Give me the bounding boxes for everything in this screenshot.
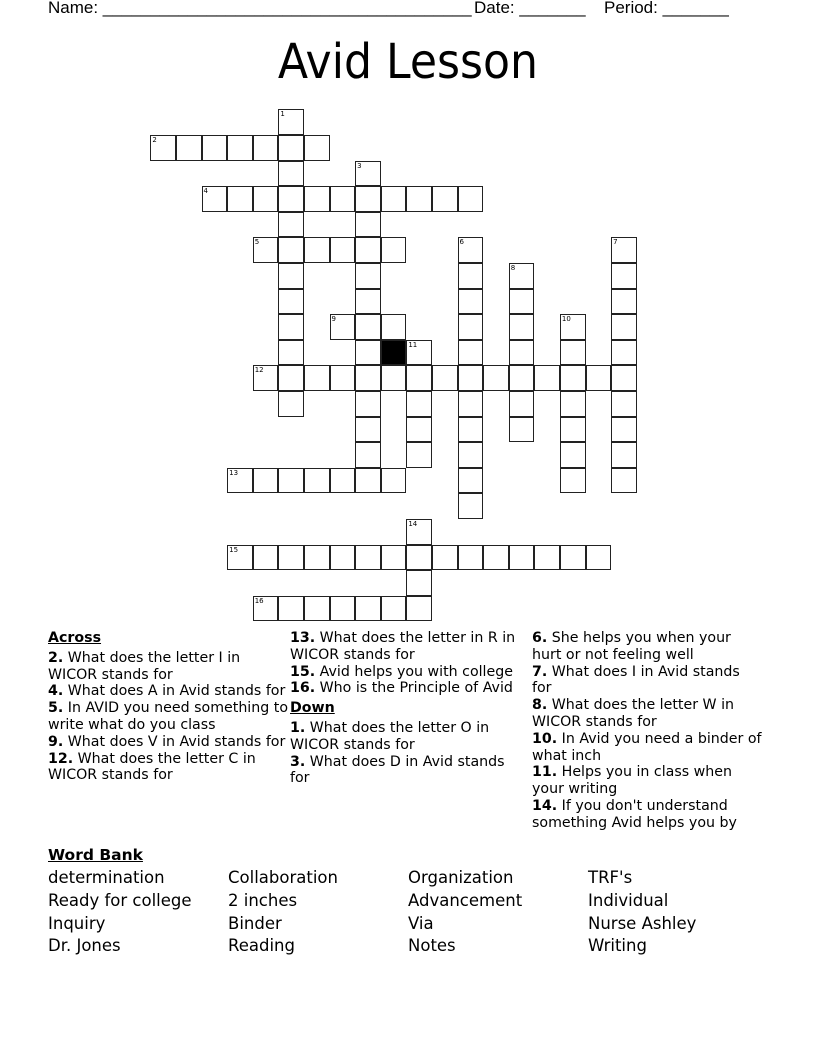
crossword-cell[interactable] <box>330 314 356 340</box>
crossword-cell[interactable] <box>202 135 228 161</box>
crossword-cell[interactable] <box>406 417 432 443</box>
clue-across-16: 16. Who is the Principle of Avid <box>290 680 513 697</box>
crossword-cell[interactable] <box>534 365 560 391</box>
crossword-cell[interactable] <box>278 109 304 135</box>
crossword-cell[interactable] <box>458 263 484 289</box>
crossword-cell[interactable] <box>509 365 535 391</box>
crossword-cell[interactable] <box>355 314 381 340</box>
clue-down-1: 1. What does the letter O in WICOR stands for <box>290 719 490 753</box>
crossword-cell[interactable] <box>611 468 637 494</box>
crossword-cell[interactable] <box>355 391 381 417</box>
crossword-cell[interactable] <box>458 186 484 212</box>
crossword-cell[interactable] <box>458 417 484 443</box>
clue-across-15: 15. Avid helps you with college <box>290 663 513 680</box>
crossword-cell[interactable] <box>611 314 637 340</box>
word-bank-item: Advancement <box>408 891 523 910</box>
crossword-cell[interactable] <box>355 596 381 622</box>
crossword-cell[interactable] <box>611 340 637 366</box>
crossword-cell[interactable] <box>381 365 407 391</box>
crossword-cell[interactable] <box>355 545 381 571</box>
clue-down-8: 8. What does the letter W in WICOR stands for <box>532 697 735 730</box>
crossword-cell[interactable] <box>509 545 535 571</box>
crossword-cell[interactable] <box>227 468 253 494</box>
word-bank-item: Organization <box>408 868 514 887</box>
crossword-cell[interactable] <box>355 289 381 315</box>
clue-across-4: 4. What does A in Avid stands for <box>48 683 286 700</box>
word-bank-item: TRF's <box>588 868 633 887</box>
crossword-cell[interactable] <box>560 468 586 494</box>
crossword-cell[interactable] <box>381 237 407 263</box>
period-field-label: Period: _______ <box>604 0 729 17</box>
crossword-cell[interactable] <box>586 365 612 391</box>
crossword-cell[interactable] <box>406 596 432 622</box>
crossword-cell[interactable] <box>278 545 304 571</box>
clue-number: 6 <box>459 238 464 247</box>
crossword-cell[interactable] <box>330 365 356 391</box>
crossword-cell[interactable] <box>560 442 586 468</box>
crossword-cell[interactable] <box>560 340 586 366</box>
clues-column-3 <box>532 630 762 832</box>
crossword-cell[interactable] <box>458 391 484 417</box>
crossword-cell[interactable] <box>458 289 484 315</box>
crossword-cell[interactable] <box>406 340 432 366</box>
crossword-cell[interactable] <box>253 365 279 391</box>
black-cell <box>381 340 407 366</box>
word-bank-item: Reading <box>228 936 295 955</box>
crossword-cell[interactable] <box>253 596 279 622</box>
crossword-cell[interactable] <box>406 391 432 417</box>
crossword-cell[interactable] <box>253 468 279 494</box>
crossword-cell[interactable] <box>560 314 586 340</box>
crossword-cell[interactable] <box>202 186 228 212</box>
crossword-cell[interactable] <box>458 314 484 340</box>
crossword-cell[interactable] <box>278 212 304 238</box>
crossword-cell[interactable] <box>330 186 356 212</box>
crossword-cell[interactable] <box>278 186 304 212</box>
word-bank-item: determination <box>48 868 165 887</box>
crossword-cell[interactable] <box>611 237 637 263</box>
crossword-cell[interactable] <box>330 596 356 622</box>
clue-number: 14 <box>408 519 418 528</box>
name-field-label: Name: _______________________________________ <box>48 0 472 17</box>
page-title: Avid Lesson <box>277 34 539 90</box>
clue-down-14: 14. If you don't understand something Avid helps you by <box>532 797 737 831</box>
word-bank-item: Inquiry <box>48 914 106 933</box>
crossword-cell[interactable] <box>355 186 381 212</box>
crossword-cell[interactable] <box>304 135 330 161</box>
crossword-cell[interactable] <box>330 237 356 263</box>
clue-down-11: 11. Helps you in class when your writing <box>532 764 732 798</box>
crossword-cell[interactable] <box>458 340 484 366</box>
clue-number: 12 <box>254 366 264 375</box>
crossword-cell[interactable] <box>355 212 381 238</box>
crossword-cell[interactable] <box>406 442 432 468</box>
clue-down-3: 3. What does D in Avid stands for <box>290 753 505 787</box>
clue-number: 16 <box>254 596 264 605</box>
clue-down-6: 6. She helps you when your hurt or not feeling well <box>532 630 731 663</box>
crossword-cell[interactable] <box>534 545 560 571</box>
crossword-cell[interactable] <box>458 442 484 468</box>
crossword-cell[interactable] <box>509 289 535 315</box>
crossword-cell[interactable] <box>150 135 176 161</box>
word-bank-item: Writing <box>588 936 647 955</box>
clue-across-13: 13. What does the letter in R in WICOR stands for <box>290 630 516 663</box>
crossword-cell[interactable] <box>406 186 432 212</box>
crossword-cell[interactable] <box>304 186 330 212</box>
crossword-cell[interactable] <box>560 365 586 391</box>
crossword-cell[interactable] <box>176 135 202 161</box>
clue-number: 8 <box>510 263 516 272</box>
crossword-cell[interactable] <box>406 570 432 596</box>
crossword-cell[interactable] <box>253 545 279 571</box>
crossword-cell[interactable] <box>278 161 304 187</box>
crossword-cell[interactable] <box>278 289 304 315</box>
crossword-cell[interactable] <box>509 340 535 366</box>
clue-number: 13 <box>229 468 239 477</box>
crossword-cell[interactable] <box>355 263 381 289</box>
clue-number: 15 <box>229 545 239 554</box>
clue-across-12: 12. What does the letter C in WICOR stands for <box>48 750 256 784</box>
crossword-cell[interactable] <box>458 237 484 263</box>
crossword-cell[interactable] <box>355 365 381 391</box>
crossword-cell[interactable] <box>560 545 586 571</box>
clue-number: 7 <box>613 238 618 247</box>
clue-number: 11 <box>408 340 418 349</box>
crossword-cell[interactable] <box>381 468 407 494</box>
crossword-cell[interactable] <box>432 365 458 391</box>
crossword-cell[interactable] <box>611 263 637 289</box>
date-field-label: Date: _______ <box>474 0 586 17</box>
crossword-cell[interactable] <box>586 545 612 571</box>
word-bank-item: Notes <box>408 936 456 955</box>
crossword-cell[interactable] <box>509 314 535 340</box>
down-heading: Down <box>290 700 335 717</box>
crossword-cell[interactable] <box>355 237 381 263</box>
crossword-cell[interactable] <box>278 314 304 340</box>
crossword-cell[interactable] <box>304 545 330 571</box>
word-bank-item: Binder <box>228 914 282 933</box>
crossword-cell[interactable] <box>355 161 381 187</box>
crossword-cell[interactable] <box>381 314 407 340</box>
crossword-cell[interactable] <box>355 442 381 468</box>
crossword-cell[interactable] <box>381 596 407 622</box>
crossword-cell[interactable] <box>458 545 484 571</box>
crossword-cell[interactable] <box>458 468 484 494</box>
clues-column-2 <box>290 630 520 787</box>
crossword-cell[interactable] <box>509 391 535 417</box>
crossword-cell[interactable] <box>406 519 432 545</box>
word-bank-item: Dr. Jones <box>48 936 121 955</box>
crossword-cell[interactable] <box>253 135 279 161</box>
crossword-cell[interactable] <box>278 468 304 494</box>
clue-across-9: 9. What does V in Avid stands for <box>48 733 286 750</box>
crossword-cell[interactable] <box>304 365 330 391</box>
crossword-cell[interactable] <box>330 468 356 494</box>
crossword-cell[interactable] <box>227 545 253 571</box>
crossword-cell[interactable] <box>483 545 509 571</box>
crossword-cell[interactable] <box>483 365 509 391</box>
crossword-cell[interactable] <box>560 417 586 443</box>
word-bank-item: Individual <box>588 891 669 910</box>
crossword-cell[interactable] <box>278 596 304 622</box>
crossword-cell[interactable] <box>355 340 381 366</box>
crossword-cell[interactable] <box>458 365 484 391</box>
crossword-cell[interactable] <box>611 442 637 468</box>
crossword-cell[interactable] <box>381 545 407 571</box>
crossword-cell[interactable] <box>611 289 637 315</box>
crossword-cell[interactable] <box>227 135 253 161</box>
crossword-cell[interactable] <box>509 263 535 289</box>
clue-number: 10 <box>561 315 571 324</box>
crossword-cell[interactable] <box>611 417 637 443</box>
crossword-cell[interactable] <box>278 263 304 289</box>
crossword-cell[interactable] <box>278 365 304 391</box>
clue-number: 3 <box>357 161 362 170</box>
clue-down-10: 10. In Avid you need a binder of what inch <box>532 730 762 764</box>
across-heading: Across <box>48 630 102 646</box>
crossword-cell[interactable] <box>253 186 279 212</box>
clue-number: 2 <box>152 135 157 144</box>
crossword-cell[interactable] <box>381 186 407 212</box>
clue-number: 5 <box>254 238 260 247</box>
crossword-cell[interactable] <box>253 237 279 263</box>
crossword-cell[interactable] <box>227 186 253 212</box>
clue-across-5: 5. In AVID you need something to write what do you class <box>48 700 288 733</box>
crossword-cell[interactable] <box>406 365 432 391</box>
crossword-cell[interactable] <box>355 417 381 443</box>
clue-number: 1 <box>280 110 285 119</box>
crossword-cell[interactable] <box>611 391 637 417</box>
crossword-cell[interactable] <box>432 186 458 212</box>
clue-number: 9 <box>331 315 336 324</box>
crossword-cell[interactable] <box>355 468 381 494</box>
crossword-cell[interactable] <box>611 365 637 391</box>
crossword-cell[interactable] <box>278 237 304 263</box>
crossword-cell[interactable] <box>278 340 304 366</box>
word-bank-item: Collaboration <box>228 868 338 887</box>
word-bank-item: Via <box>408 914 434 933</box>
crossword-cell[interactable] <box>458 493 484 519</box>
clues-column-1 <box>48 630 288 784</box>
clue-down-7: 7. What does I in Avid stands for <box>532 663 740 697</box>
crossword-cell[interactable] <box>278 391 304 417</box>
crossword-cell[interactable] <box>509 417 535 443</box>
crossword-cell[interactable] <box>406 545 432 571</box>
word-bank-heading: Word Bank <box>48 846 143 864</box>
crossword-cell[interactable] <box>330 545 356 571</box>
word-bank-item: Ready for college <box>48 891 192 910</box>
crossword-cell[interactable] <box>304 468 330 494</box>
crossword-cell[interactable] <box>560 391 586 417</box>
crossword-cell[interactable] <box>304 237 330 263</box>
crossword-cell[interactable] <box>304 596 330 622</box>
crossword-cell[interactable] <box>278 135 304 161</box>
word-bank-item: Nurse Ashley <box>588 914 697 933</box>
clue-number: 4 <box>203 187 208 196</box>
clue-across-2: 2. What does the letter I in WICOR stands for <box>48 649 241 683</box>
crossword-cell[interactable] <box>432 545 458 571</box>
word-bank-item: 2 inches <box>228 891 298 910</box>
